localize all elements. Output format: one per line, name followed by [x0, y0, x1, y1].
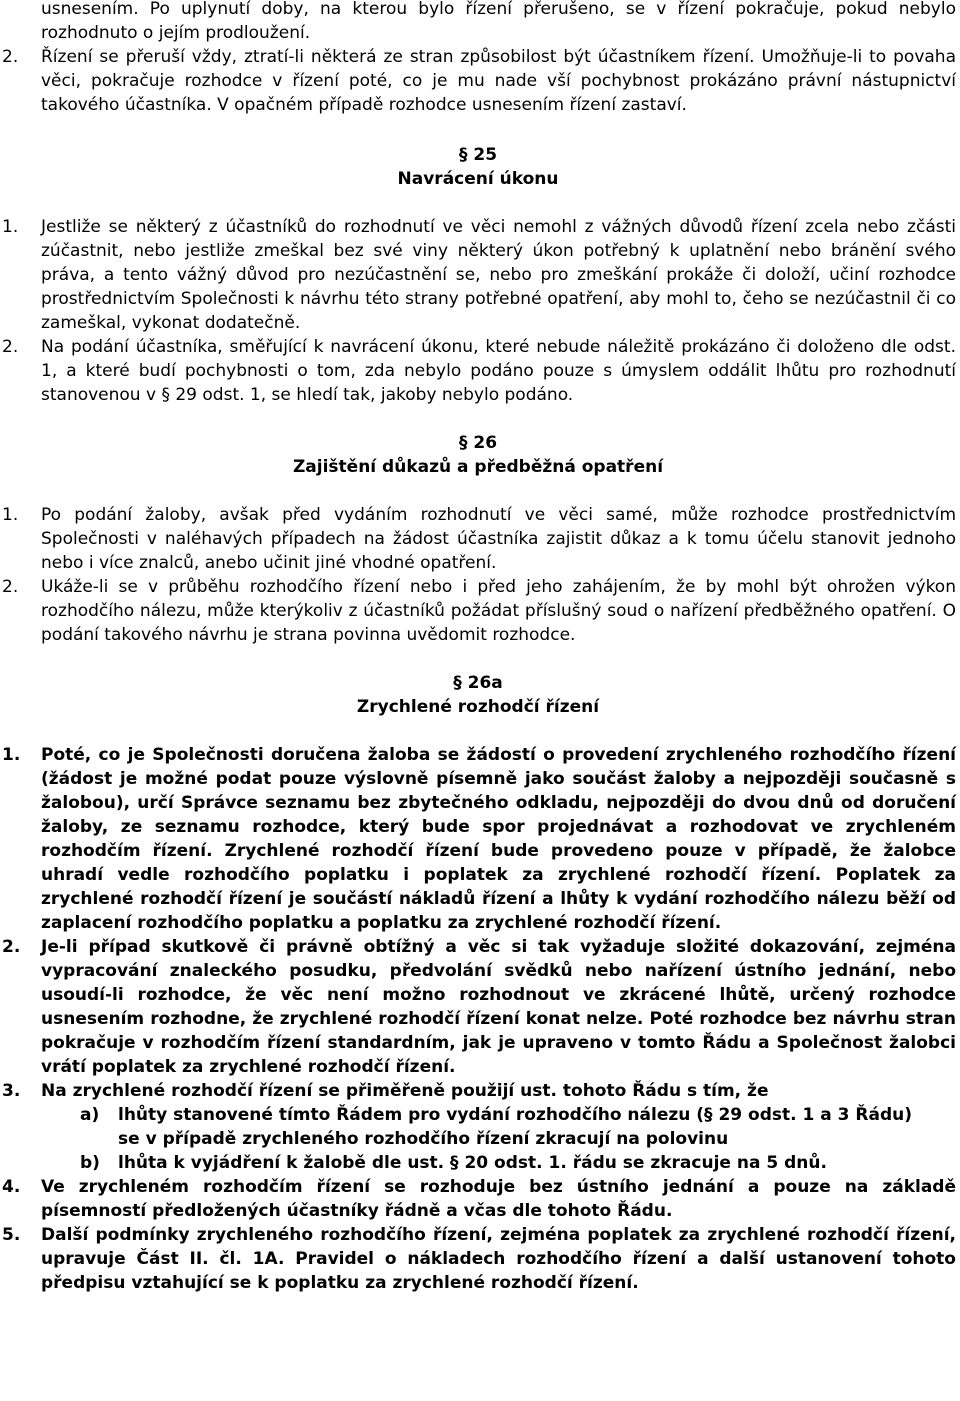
paragraph-continuation: [0, 0, 956, 45]
paragraph-26-2: [0, 575, 956, 647]
section-number: § 26a: [453, 673, 503, 693]
subitem-text: lhůty stanovené tímto Řádem pro vydání rozhodčího nálezu (§ 29 odst. 1 a 3 Řádu) se v případě zrychleného rozhodčího řízení zkracují na polovinu: [118, 1105, 912, 1149]
paragraph-top-2: [0, 45, 956, 117]
paragraph-26a-1: [0, 743, 956, 935]
section-title: Navrácení úkonu: [397, 169, 559, 189]
section-26: [0, 431, 956, 479]
section-number: § 25: [458, 145, 498, 165]
subitem-label: b): [80, 1153, 100, 1173]
paragraph-26a-3: [0, 1079, 956, 1103]
paragraph-text: Ve zrychleném rozhodčím řízení se rozhoduje bez ústního jednání a pouze na základě písemností předložených účastníky řádně a včas dle tohoto Řádu.: [41, 1177, 956, 1221]
paragraph-number: 5.: [2, 1225, 21, 1245]
section-number: § 26: [458, 433, 498, 453]
paragraph-text: Ukáže-li se v průběhu rozhodčího řízení nebo i před jeho zahájením, že by mohl být ohrožen výkon rozhodčího nálezu, může kterýkoliv z účastníků požádat příslušný soud o nařízení předběžného opatření. O podání takového návrhu je strana povinna uvědomit rozhodce.: [41, 577, 956, 645]
paragraph-text: Na podání účastníka, směřující k navrácení úkonu, které nebude náležitě prokázáno či doloženo dle odst. 1, a které budí pochybnosti o tom, zda nebylo podáno pouze s úmyslem oddálit lhůtu pro rozhodnutí stanovenou v § 29 odst. 1, se hledí tak, jakoby nebylo podáno.: [41, 337, 956, 405]
paragraph-number: 4.: [2, 1177, 21, 1197]
paragraph-number: 2.: [2, 937, 21, 957]
section-25: [0, 143, 956, 191]
subitem-26a-3a: [0, 1103, 956, 1151]
paragraph-number: 2.: [2, 337, 19, 357]
paragraph-text: Řízení se přeruší vždy, ztratí-li některá ze stran způsobilost být účastníkem řízení. Umožňuje-li to povaha věci, pokračuje rozhodce v řízení poté, co je mu nade vší pochybnost prokázáno právní nástupnictví takového účastníka. V opačném případě rozhodce usnesením řízení zastaví.: [41, 47, 956, 115]
paragraph-text: Další podmínky zrychleného rozhodčího řízení, zejména poplatek za zrychlené rozhodčí řízení, upravuje Část II. čl. 1A. Pravidel o nákladech rozhodčího řízení a další ustanovení tohoto předpisu vztahující se k poplatku za zrychlené rozhodčí řízení.: [41, 1225, 956, 1293]
paragraph-text: Po podání žaloby, avšak před vydáním rozhodnutí ve věci samé, může rozhodce prostřednictvím Společnosti v naléhavých případech na žádost účastníka zajistit důkaz a k tomu účelu stanovit jednoho nebo i více znalců, anebo učinit jiné vhodné opatření.: [41, 505, 956, 573]
section-title: Zajištění důkazů a předběžná opatření: [292, 457, 664, 477]
section-title: Zrychlené rozhodčí řízení: [356, 697, 600, 717]
paragraph-text: Je-li případ skutkově či právně obtížný a věc si tak vyžaduje složité dokazování, zejména vypracování znaleckého posudku, předvolání svědků nebo nařízení ústního jednání, nebo usoudí-li rozhodce, že věc není možno rozhodnout ve zkrácené lhůtě, určený rozhodce usnesením rozhodne, že zrychlené rozhodčí řízení konat nelze. Poté rozhodce bez návrhu stran pokračuje v rozhodčím řízení standardním, jak je upraveno v tomto Řádu a Společnost žalobci vrátí poplatek za zrychlené rozhodčí řízení.: [41, 937, 956, 1077]
paragraph-text: Na zrychlené rozhodčí řízení se přiměřeně použijí ust. tohoto Řádu s tím, že: [41, 1081, 769, 1101]
paragraph-number: 1.: [2, 505, 19, 525]
paragraph-26a-2: [0, 935, 956, 1079]
paragraph-25-2: [0, 335, 956, 407]
paragraph-number: 3.: [2, 1081, 21, 1101]
paragraph-text: Poté, co je Společnosti doručena žaloba se žádostí o provedení zrychleného rozhodčího řízení (žádost je možné podat pouze výslovně písemně jako součást žaloby a nejpozději současně s žalobou), určí Správce seznamu bez zbytečného odkladu, nejpozději do dvou dnů od doručení žaloby, ze seznamu rozhodce, který bude spor projednávat a rozhodovat ve zrychleném rozhodčím řízení. Zrychlené rozhodčí řízení bude provedeno pouze v případě, že žalobce uhradí vedle rozhodčího poplatku i poplatek za zrychlené rozhodčí řízení. Poplatek za zrychlené rozhodčí řízení je součástí nákladů řízení a lhůty k vydání rozhodčího nálezu běží od zaplacení rozhodčího poplatku a poplatku za zrychlené rozhodčí řízení.: [41, 745, 956, 933]
subitem-label: a): [80, 1105, 100, 1125]
paragraph-text: usnesením. Po uplynutí doby, na kterou bylo řízení přerušeno, se v řízení pokračuje, pokud nebylo rozhodnuto o jejím prodloužení.: [41, 0, 956, 43]
section-26a: [0, 671, 956, 719]
paragraph-26a-4: [0, 1175, 956, 1223]
subitem-26a-3b: [0, 1151, 956, 1175]
paragraph-text: Jestliže se některý z účastníků do rozhodnutí ve věci nemohl z vážných důvodů řízení zcela nebo zčásti zúčastnit, nebo jestliže zmeškal bez své viny některý úkon potřebný k uplatnění nebo bránění svého práva, a tento vážný důvod pro nezúčastnění se, nebo pro zmeškání prokáže či doloží, učiní rozhodce prostřednictvím Společnosti k návrhu této strany potřebné opatření, aby mohl to, čeho se nezúčastnil či co zameškal, vykonat dodatečně.: [41, 217, 956, 333]
paragraph-26-1: [0, 503, 956, 575]
paragraph-number: 1.: [2, 745, 21, 765]
paragraph-26a-5: [0, 1223, 956, 1295]
paragraph-number: 1.: [2, 217, 19, 237]
paragraph-25-1: [0, 215, 956, 335]
subitem-text: lhůta k vyjádření k žalobě dle ust. § 20 odst. 1. řádu se zkracuje na 5 dnů.: [118, 1153, 827, 1173]
paragraph-number: 2.: [2, 577, 19, 597]
paragraph-number: 2.: [2, 47, 19, 67]
